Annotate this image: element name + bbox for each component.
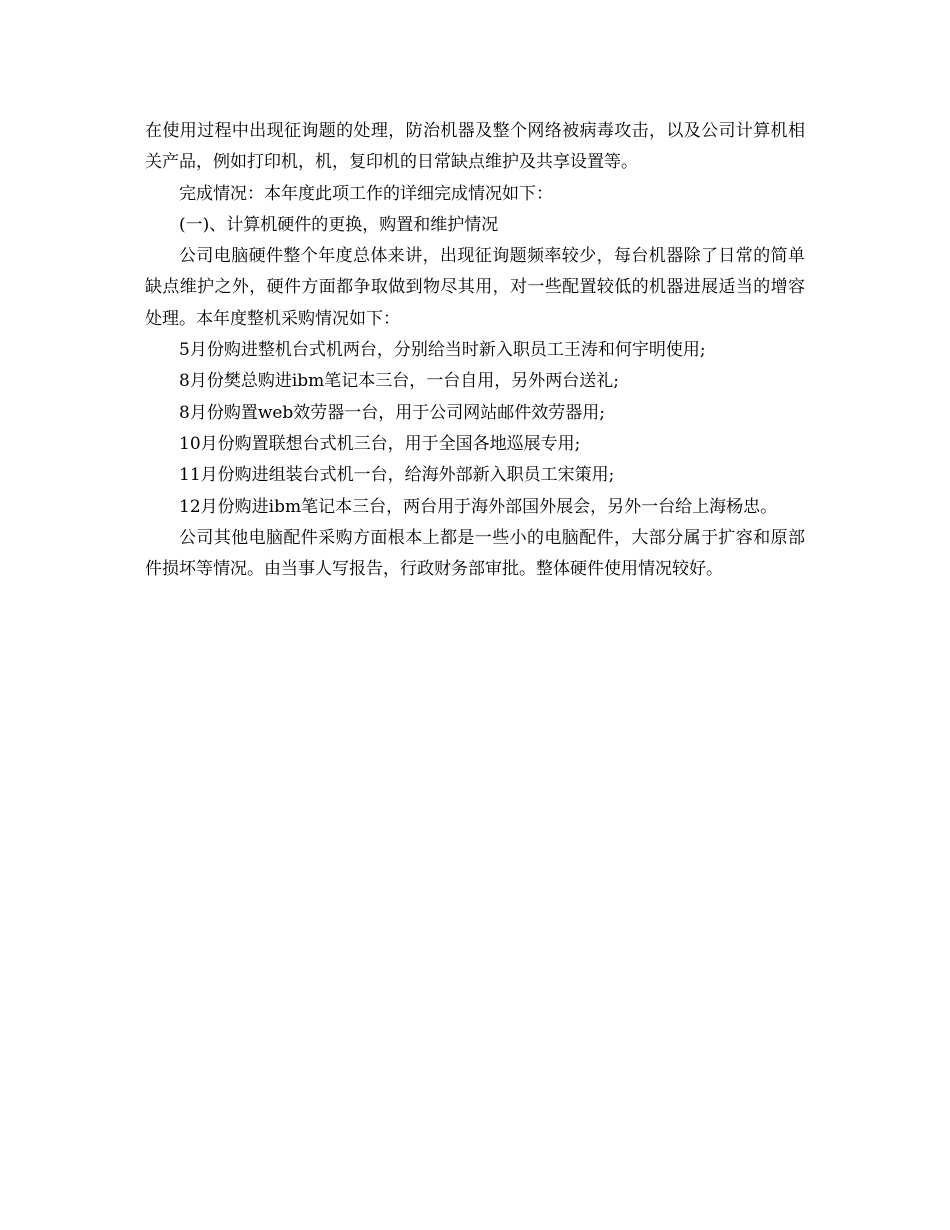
paragraph-accessories: 公司其他电脑配件采购方面根本上都是一些小的电脑配件，大部分属于扩容和原部件损坏等情况。由当事人写报告，行政财务部审批。整体硬件使用情况较好。: [145, 527, 805, 580]
paragraph-hardware-summary: 公司电脑硬件整个年度总体来讲，出现征询题频率较少，每台机器除了日常的简单缺点维护之外，硬件方面都争取做到物尽其用，对一些配置较低的机器进展适当的增容处理。本年度整机采购情况如下：: [145, 246, 805, 329]
purchase-item-october: 10月份购置联想台式机三台，用于全国各地巡展专用;: [179, 433, 581, 454]
purchase-item-may: 5月份购进整机台式机两台，分别给当时新入职员工王涛和何宇明使用;: [179, 340, 706, 361]
purchase-item-december: 12月份购进ibm笔记本三台，两台用于海外部国外展会，另外一台给上海杨忠。: [179, 496, 778, 517]
document-page: [145, 116, 805, 585]
paragraph-intro: 在使用过程中出现征询题的处理，防治机器及整个网络被病毒攻击，以及公司计算机相关产品，例如打印机，机，复印机的日常缺点维护及共享设置等。: [145, 121, 805, 173]
paragraph-completion-status: 完成情况：本年度此项工作的详细完成情况如下：: [179, 183, 553, 204]
purchase-item-november: 11月份购进组装台式机一台，给海外部新入职员工宋策用;: [179, 465, 615, 486]
purchase-item-august-laptops: 8月份樊总购进ibm笔记本三台，一台自用，另外两台送礼;: [179, 371, 619, 392]
purchase-item-august-server: 8月份购置web效劳器一台，用于公司网站邮件效劳器用;: [179, 402, 606, 423]
section-heading-hardware: (一)、计算机硬件的更换，购置和维护情况: [179, 214, 499, 235]
